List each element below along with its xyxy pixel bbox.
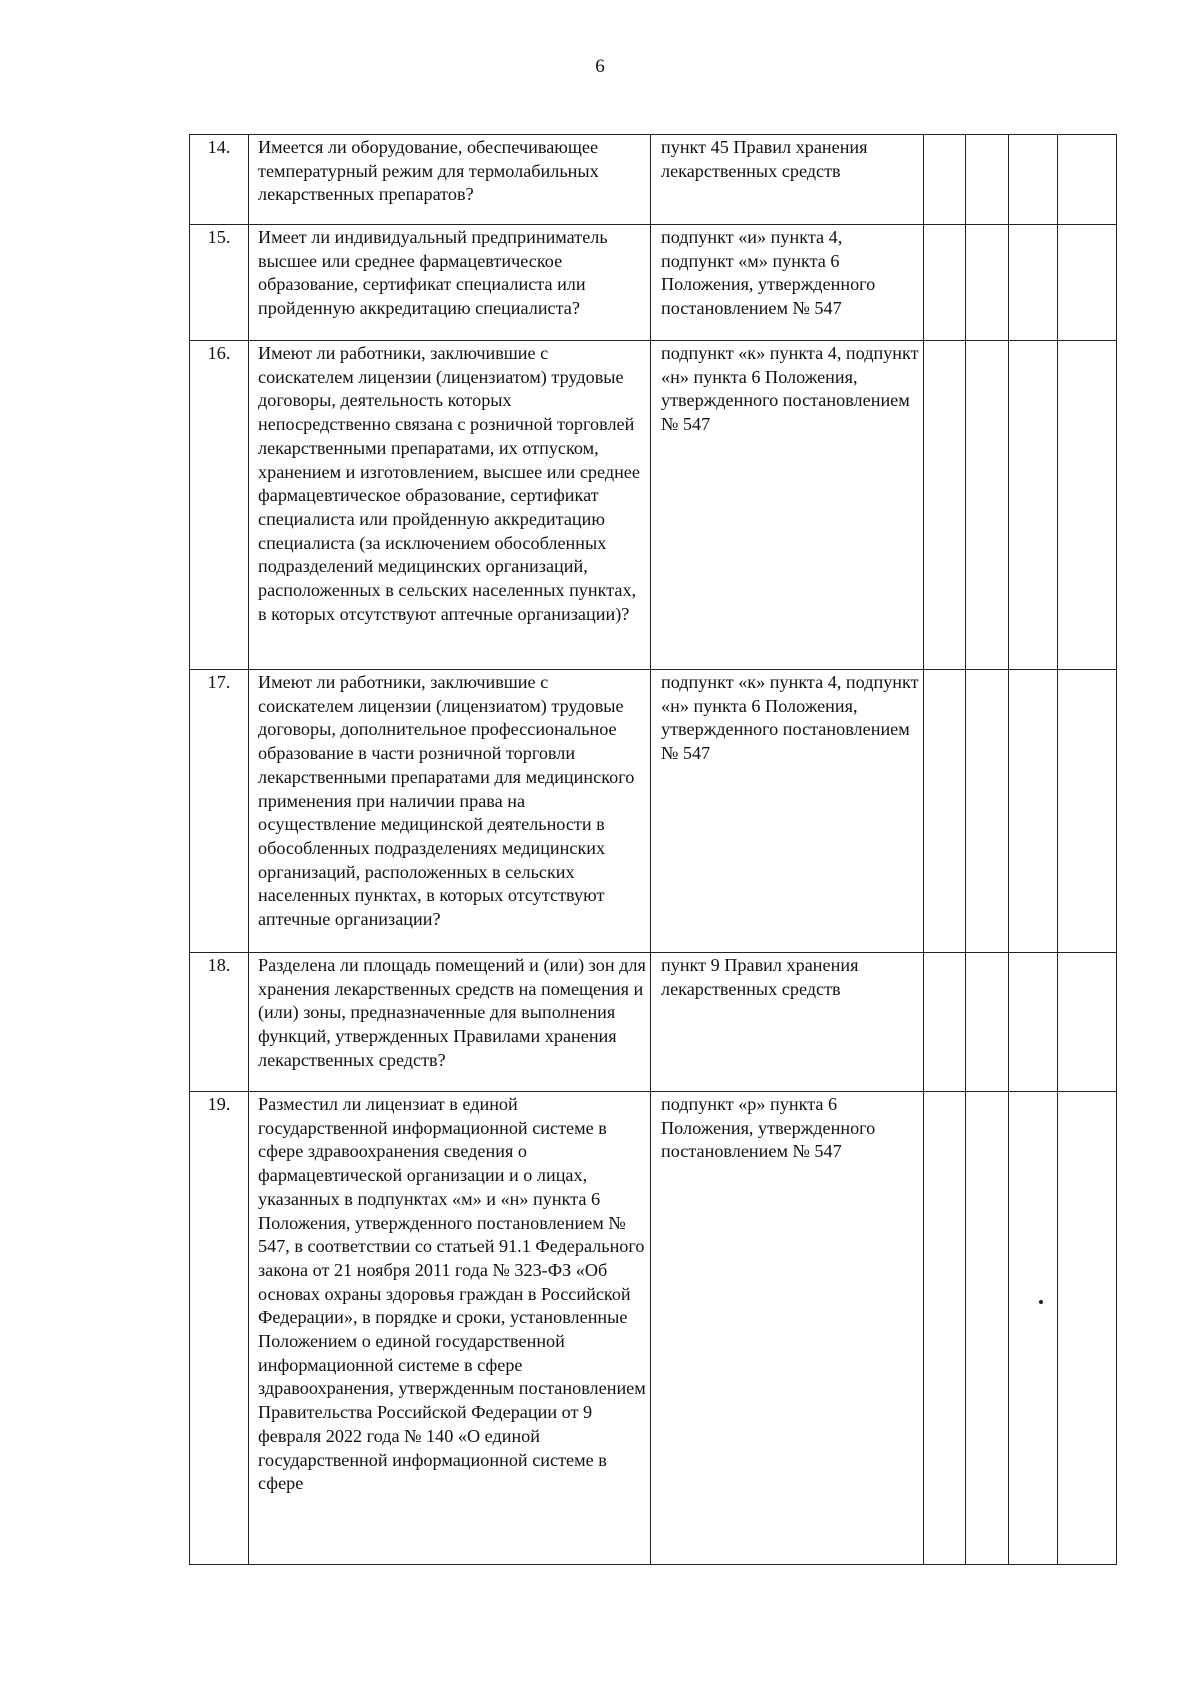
answer-cell-yes[interactable] (924, 670, 966, 953)
answer-cell-not-applicable[interactable] (1009, 670, 1058, 953)
requirement-question: Имеют ли работники, заключившие с соискателем лицензии (лицензиатом) трудовые договоры, деятельность которых непосредственно связана с розничной торговлей лекарственными препаратами, их отпуском, хранением и изготовлением, высшее или среднее фармацевтическое образование, сертификат специалиста или пройденную аккредитацию специалиста (за исключением обособленных подразделений медицинских организаций, расположенных в сельских населенных пунктах, в которых отсутствуют аптечные организации)? (249, 341, 651, 670)
table-row (190, 341, 1117, 670)
legal-reference: подпункт «и» пункта 4, подпункт «м» пункта 6 Положения, утвержденного постановлением № 547 (651, 225, 924, 341)
table-row (190, 225, 1117, 341)
row-number: 16. (190, 341, 249, 670)
note-cell[interactable] (1058, 1092, 1117, 1565)
table-row (190, 670, 1117, 953)
note-cell[interactable] (1058, 135, 1117, 225)
row-number: 15. (190, 225, 249, 341)
answer-cell-yes[interactable] (924, 225, 966, 341)
row-number: 14. (190, 135, 249, 225)
legal-reference: пункт 45 Правил хранения лекарственных средств (651, 135, 924, 225)
answer-cell-no[interactable] (966, 670, 1009, 953)
legal-reference: пункт 9 Правил хранения лекарственных средств (651, 953, 924, 1092)
legal-reference: подпункт «к» пункта 4, подпункт «н» пункта 6 Положения, утвержденного постановлением № 547 (651, 670, 924, 953)
answer-cell-not-applicable[interactable] (1009, 135, 1058, 225)
checklist-table (189, 134, 1117, 1565)
answer-cell-yes[interactable] (924, 341, 966, 670)
table-row (190, 953, 1117, 1092)
row-number: 19. (190, 1092, 249, 1565)
answer-cell-not-applicable[interactable] (1009, 953, 1058, 1092)
note-cell[interactable] (1058, 953, 1117, 1092)
pen-mark (1039, 1300, 1043, 1304)
requirement-question: Имеют ли работники, заключившие с соискателем лицензии (лицензиатом) трудовые договоры, дополнительное профессиональное образование в части розничной торговли лекарственными препаратами для медицинского применения при наличии права на осуществление медицинской деятельности в обособленных подразделениях медицинских организаций, расположенных в сельских населенных пунктах, в которых отсутствуют аптечные организации? (249, 670, 651, 953)
page-number: 6 (595, 56, 605, 77)
answer-cell-yes[interactable] (924, 135, 966, 225)
legal-reference: подпункт «к» пункта 4, подпункт «н» пункта 6 Положения, утвержденного постановлением № 547 (651, 341, 924, 670)
answer-cell-no[interactable] (966, 953, 1009, 1092)
answer-cell-not-applicable[interactable] (1009, 225, 1058, 341)
requirement-question: Разместил ли лицензиат в единой государственной информационной системе в сфере здравоохранения сведения о фармацевтической организации и о лицах, указанных в подпунктах «м» и «н» пункта 6 Положения, утвержденного постановлением № 547, в соответствии со статьей 91.1 Федерального закона от 21 ноября 2011 года № 323-ФЗ «Об основах охраны здоровья граждан в Российской Федерации», в порядке и сроки, установленные Положением о единой государственной информационной системе в сфере здравоохранения, утвержденным постановлением Правительства Российской Федерации от 9 февраля 2022 года № 140 «О единой государственной информационной системе в сфере (249, 1092, 651, 1565)
answer-cell-yes[interactable] (924, 1092, 966, 1565)
row-number: 17. (190, 670, 249, 953)
answer-cell-no[interactable] (966, 225, 1009, 341)
requirement-question: Имеется ли оборудование, обеспечивающее температурный режим для термолабильных лекарственных препаратов? (249, 135, 651, 225)
legal-reference: подпункт «р» пункта 6 Положения, утвержденного постановлением № 547 (651, 1092, 924, 1565)
requirement-question: Имеет ли индивидуальный предприниматель высшее или среднее фармацевтическое образование, сертификат специалиста или пройденную аккредитацию специалиста? (249, 225, 651, 341)
table-row (190, 135, 1117, 225)
answer-cell-no[interactable] (966, 135, 1009, 225)
answer-cell-not-applicable[interactable] (1009, 1092, 1058, 1565)
requirement-question: Разделена ли площадь помещений и (или) зон для хранения лекарственных средств на помещения и (или) зоны, предназначенные для выполнения функций, утвержденных Правилами хранения лекарственных средств? (249, 953, 651, 1092)
row-number: 18. (190, 953, 249, 1092)
note-cell[interactable] (1058, 670, 1117, 953)
note-cell[interactable] (1058, 341, 1117, 670)
answer-cell-no[interactable] (966, 341, 1009, 670)
table-row (190, 1092, 1117, 1565)
answer-cell-not-applicable[interactable] (1009, 341, 1058, 670)
answer-cell-no[interactable] (966, 1092, 1009, 1565)
note-cell[interactable] (1058, 225, 1117, 341)
answer-cell-yes[interactable] (924, 953, 966, 1092)
